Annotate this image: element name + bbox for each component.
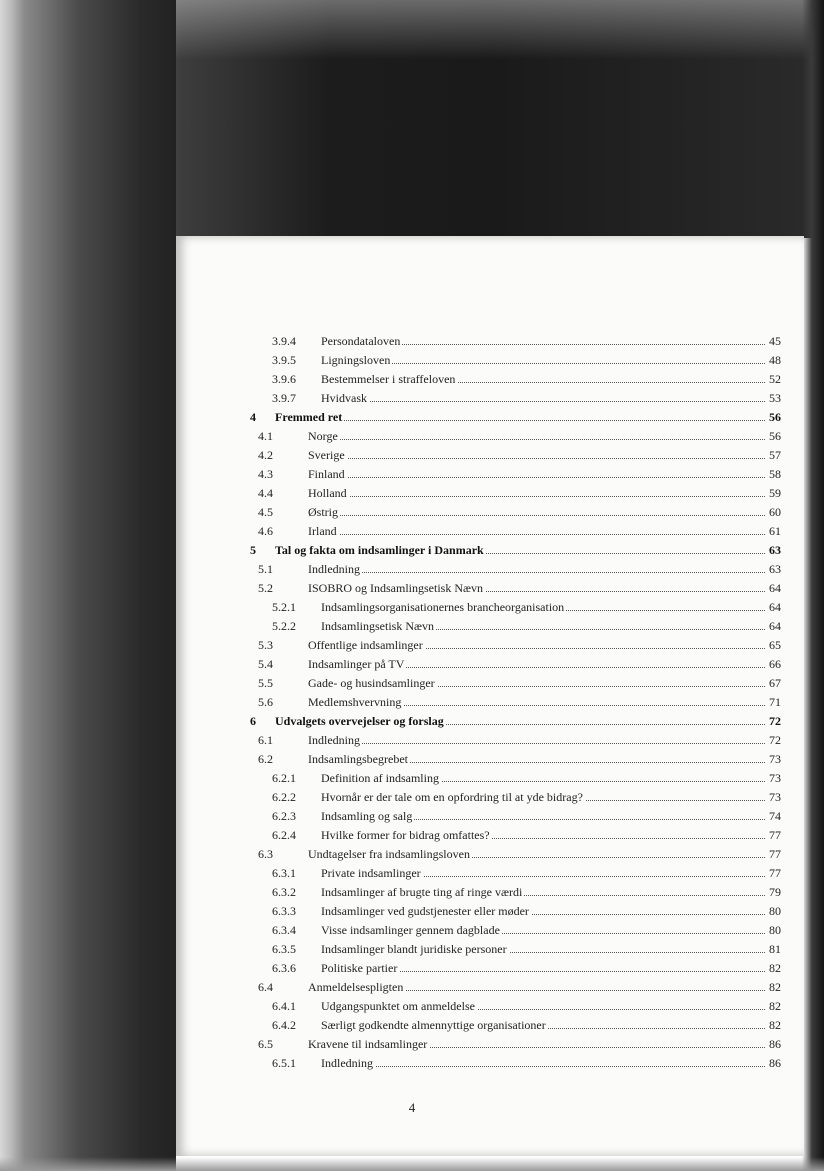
toc-entry-title: Medlemshvervning [308,695,402,709]
toc-entry-title: Holland [308,486,347,500]
toc-entry-title: ISOBRO og Indsamlingsetisk Nævn [308,581,484,595]
toc-entry-page: 86 [769,1056,781,1070]
toc-entry-page: 86 [769,1037,781,1051]
toc-entry-number: 6.2.1 [272,771,296,785]
toc-entry[interactable] [176,844,781,863]
toc-entry-title: Hvornår er der tale om en opfordring til at yde bidrag? [321,790,583,804]
toc-entry-title: Ligningsloven [321,353,391,367]
toc-entry-title: Kravene til indsamlinger [308,1037,428,1051]
toc-entry[interactable] [176,1015,781,1034]
toc-entry-page: 61 [769,524,781,538]
toc-entry[interactable] [176,426,781,445]
toc-entry-title: Indsamling og salg [321,809,413,823]
toc-entry-title: Private indsamlinger [321,866,421,880]
toc-entry-title: Indsamlinger på TV [308,657,405,671]
toc-entry-title: Anmeldelsespligten [308,980,404,994]
toc-entry-number: 5.6 [258,695,273,709]
toc-entry-title: Finland [308,467,345,481]
toc-entry-number: 4.3 [258,467,273,481]
toc-entry-number: 6.2.3 [272,809,296,823]
toc-entry-title: Offentlige indsamlinger [308,638,423,652]
toc-entry-title: Hvilke former for bidrag omfattes? [321,828,490,842]
toc-entry-title: Undtagelser fra indsamlingsloven [308,847,470,861]
toc-entry[interactable] [176,616,781,635]
toc-dot-leader [308,743,765,744]
toc-entry-title: Indsamlingsetisk Nævn [321,619,434,633]
scan-shadow-right [802,0,824,1171]
toc-entry-number: 5 [250,543,256,557]
toc-entry-number: 5.2 [258,581,273,595]
toc-entry-page: 59 [769,486,781,500]
toc-entry-page: 82 [769,1018,781,1032]
toc-entry-page: 74 [769,809,781,823]
toc-entry-page: 67 [769,676,781,690]
toc-entry-title: Indledning [321,1056,373,1070]
toc-entry-page: 60 [769,505,781,519]
toc-entry-title: Politiske partier [321,961,398,975]
toc-dot-leader [321,1066,765,1067]
toc-entry[interactable] [176,825,781,844]
toc-entry-title: Indsamlinger af brugte ting af ringe værdi [321,885,523,899]
toc-entry[interactable] [176,1053,781,1072]
toc-entry-number: 6.1 [258,733,273,747]
toc-entry-page: 81 [769,942,781,956]
toc-entry-page: 63 [769,543,781,557]
toc-entry-page: 56 [769,429,781,443]
toc-entry-page: 77 [769,847,781,861]
toc-entry[interactable] [176,711,781,730]
toc-entry-page: 73 [769,790,781,804]
toc-entry-number: 4.5 [258,505,273,519]
toc-dot-leader [321,401,765,402]
toc-entry[interactable] [176,502,781,521]
toc-entry-number: 3.9.7 [272,391,296,405]
toc-entry[interactable] [176,787,781,806]
toc-entry-page: 48 [769,353,781,367]
toc-entry[interactable] [176,388,781,407]
toc-entry[interactable] [176,749,781,768]
toc-entry-title: Definition af indsamling [321,771,439,785]
toc-entry-title: Indsamlinger ved gudstjenester eller møder [321,904,529,918]
toc-entry-title: Tal og fakta om indsamlinger i Danmark [275,543,484,557]
toc-entry-number: 3.9.4 [272,334,296,348]
toc-entry-number: 6.3.2 [272,885,296,899]
toc-entry-title: Hvidvask [321,391,367,405]
toc-entry-number: 4.1 [258,429,273,443]
toc-entry-page: 80 [769,923,781,937]
toc-entry[interactable] [176,977,781,996]
toc-entry[interactable] [176,1034,781,1053]
toc-entry-number: 6.5 [258,1037,273,1051]
toc-dot-leader [308,458,765,459]
toc-entry-title: Fremmed ret [275,410,343,424]
toc-entry[interactable] [176,806,781,825]
toc-entry[interactable] [176,464,781,483]
toc-entry[interactable] [176,597,781,616]
toc-entry-title: Gade- og husindsamlinger [308,676,435,690]
toc-entry-page: 82 [769,980,781,994]
toc-entry[interactable] [176,559,781,578]
toc-entry[interactable] [176,673,781,692]
toc-entry-page: 66 [769,657,781,671]
scan-shadow-left [0,0,176,1171]
toc-entry[interactable] [176,483,781,502]
toc-entry-page: 64 [769,619,781,633]
toc-entry-title: Visse indsamlinger gennem dagblade [321,923,500,937]
toc-entry-page: 72 [769,733,781,747]
toc-entry-title: Indsamlinger blandt juridiske personer [321,942,507,956]
toc-entry-number: 3.9.6 [272,372,296,386]
toc-entry-number: 4 [250,410,256,424]
toc-entry-number: 4.4 [258,486,273,500]
toc-entry[interactable] [176,578,781,597]
toc-entry-title: Østrig [308,505,338,519]
page-number: 4 [408,1100,416,1115]
toc-entry[interactable] [176,863,781,882]
toc-entry-page: 63 [769,562,781,576]
toc-entry-page: 72 [769,714,781,728]
toc-entry-page: 73 [769,771,781,785]
toc-entry-number: 6.2.4 [272,828,296,842]
toc-entry-page: 77 [769,866,781,880]
toc-entry-page: 56 [769,410,781,424]
toc-dot-leader [308,534,765,535]
toc-entry-title: Indledning [308,733,360,747]
toc-entry[interactable] [176,939,781,958]
toc-entry-title: Udvalgets overvejelser og forslag [275,714,444,728]
toc-entry-page: 45 [769,334,781,348]
toc-entry-number: 4.6 [258,524,273,538]
toc-entry[interactable] [176,445,781,464]
toc-entry-title: Særligt godkendte almennyttige organisationer [321,1018,546,1032]
toc-entry-number: 6.3.1 [272,866,296,880]
toc-entry-number: 6.2.2 [272,790,296,804]
toc-entry-number: 6.2 [258,752,273,766]
toc-entry-page: 71 [769,695,781,709]
toc-entry[interactable] [176,882,781,901]
toc-dot-leader [308,439,765,440]
toc-entry[interactable] [176,540,781,559]
toc-entry-number: 6.5.1 [272,1056,296,1070]
toc-entry-number: 6.3 [258,847,273,861]
toc-entry-page: 58 [769,467,781,481]
toc-entry-page: 65 [769,638,781,652]
toc-entry-number: 6.4 [258,980,273,994]
toc-entry-number: 3.9.5 [272,353,296,367]
toc-entry[interactable] [176,635,781,654]
toc-entry-page: 82 [769,999,781,1013]
toc-entry-number: 4.2 [258,448,273,462]
toc-entry-number: 6.3.4 [272,923,296,937]
toc-entry[interactable] [176,654,781,673]
toc-entry-page: 64 [769,600,781,614]
toc-entry-title: Indsamlingsbegrebet [308,752,408,766]
toc-entry-title: Bestemmelser i straffeloven [321,372,456,386]
toc-entry-page: 80 [769,904,781,918]
toc-entry[interactable] [176,958,781,977]
toc-entry-number: 6.3.5 [272,942,296,956]
toc-entry[interactable] [176,521,781,540]
toc-entry-page: 64 [769,581,781,595]
toc-entry-page: 82 [769,961,781,975]
toc-entry-title: Indledning [308,562,360,576]
toc-entry-page: 77 [769,828,781,842]
toc-entry-number: 6.3.6 [272,961,296,975]
toc-dot-leader [275,420,765,421]
toc-entry-number: 5.2.1 [272,600,296,614]
toc-entry[interactable] [176,920,781,939]
toc-entry[interactable] [176,768,781,787]
toc-entry[interactable] [176,996,781,1015]
scan-shadow-bottom [0,1157,824,1171]
toc-entry[interactable] [176,730,781,749]
toc-entry-title: Persondataloven [321,334,401,348]
toc-entry-page: 57 [769,448,781,462]
toc-entry-number: 5.5 [258,676,273,690]
toc-entry-number: 5.4 [258,657,273,671]
toc-entry[interactable] [176,901,781,920]
toc-entry-title: Irland [308,524,337,538]
toc-entry-title: Sverige [308,448,345,462]
toc-entry-page: 52 [769,372,781,386]
toc-entry[interactable] [176,369,781,388]
toc-entry-page: 79 [769,885,781,899]
toc-entry-number: 6 [250,714,256,728]
toc-entry-page: 73 [769,752,781,766]
document-page [176,236,804,1156]
toc-entry-number: 6.4.2 [272,1018,296,1032]
toc-entry-number: 6.3.3 [272,904,296,918]
toc-entry-title: Norge [308,429,338,443]
toc-entry[interactable] [176,407,781,426]
toc-entry-number: 5.3 [258,638,273,652]
toc-entry-number: 6.4.1 [272,999,296,1013]
toc-entry-title: Udgangspunktet om anmeldelse [321,999,475,1013]
toc-dot-leader [308,496,765,497]
toc-entry-number: 5.2.2 [272,619,296,633]
toc-entry[interactable] [176,692,781,711]
toc-entry-page: 53 [769,391,781,405]
toc-entry-title: Indsamlingsorganisationernes brancheorganisation [321,600,565,614]
toc-entry-number: 5.1 [258,562,273,576]
toc-dot-leader [308,515,765,516]
toc-entry[interactable] [176,350,781,369]
toc-entry[interactable] [176,331,781,350]
toc-dot-leader [308,477,765,478]
toc-dot-leader [308,572,765,573]
